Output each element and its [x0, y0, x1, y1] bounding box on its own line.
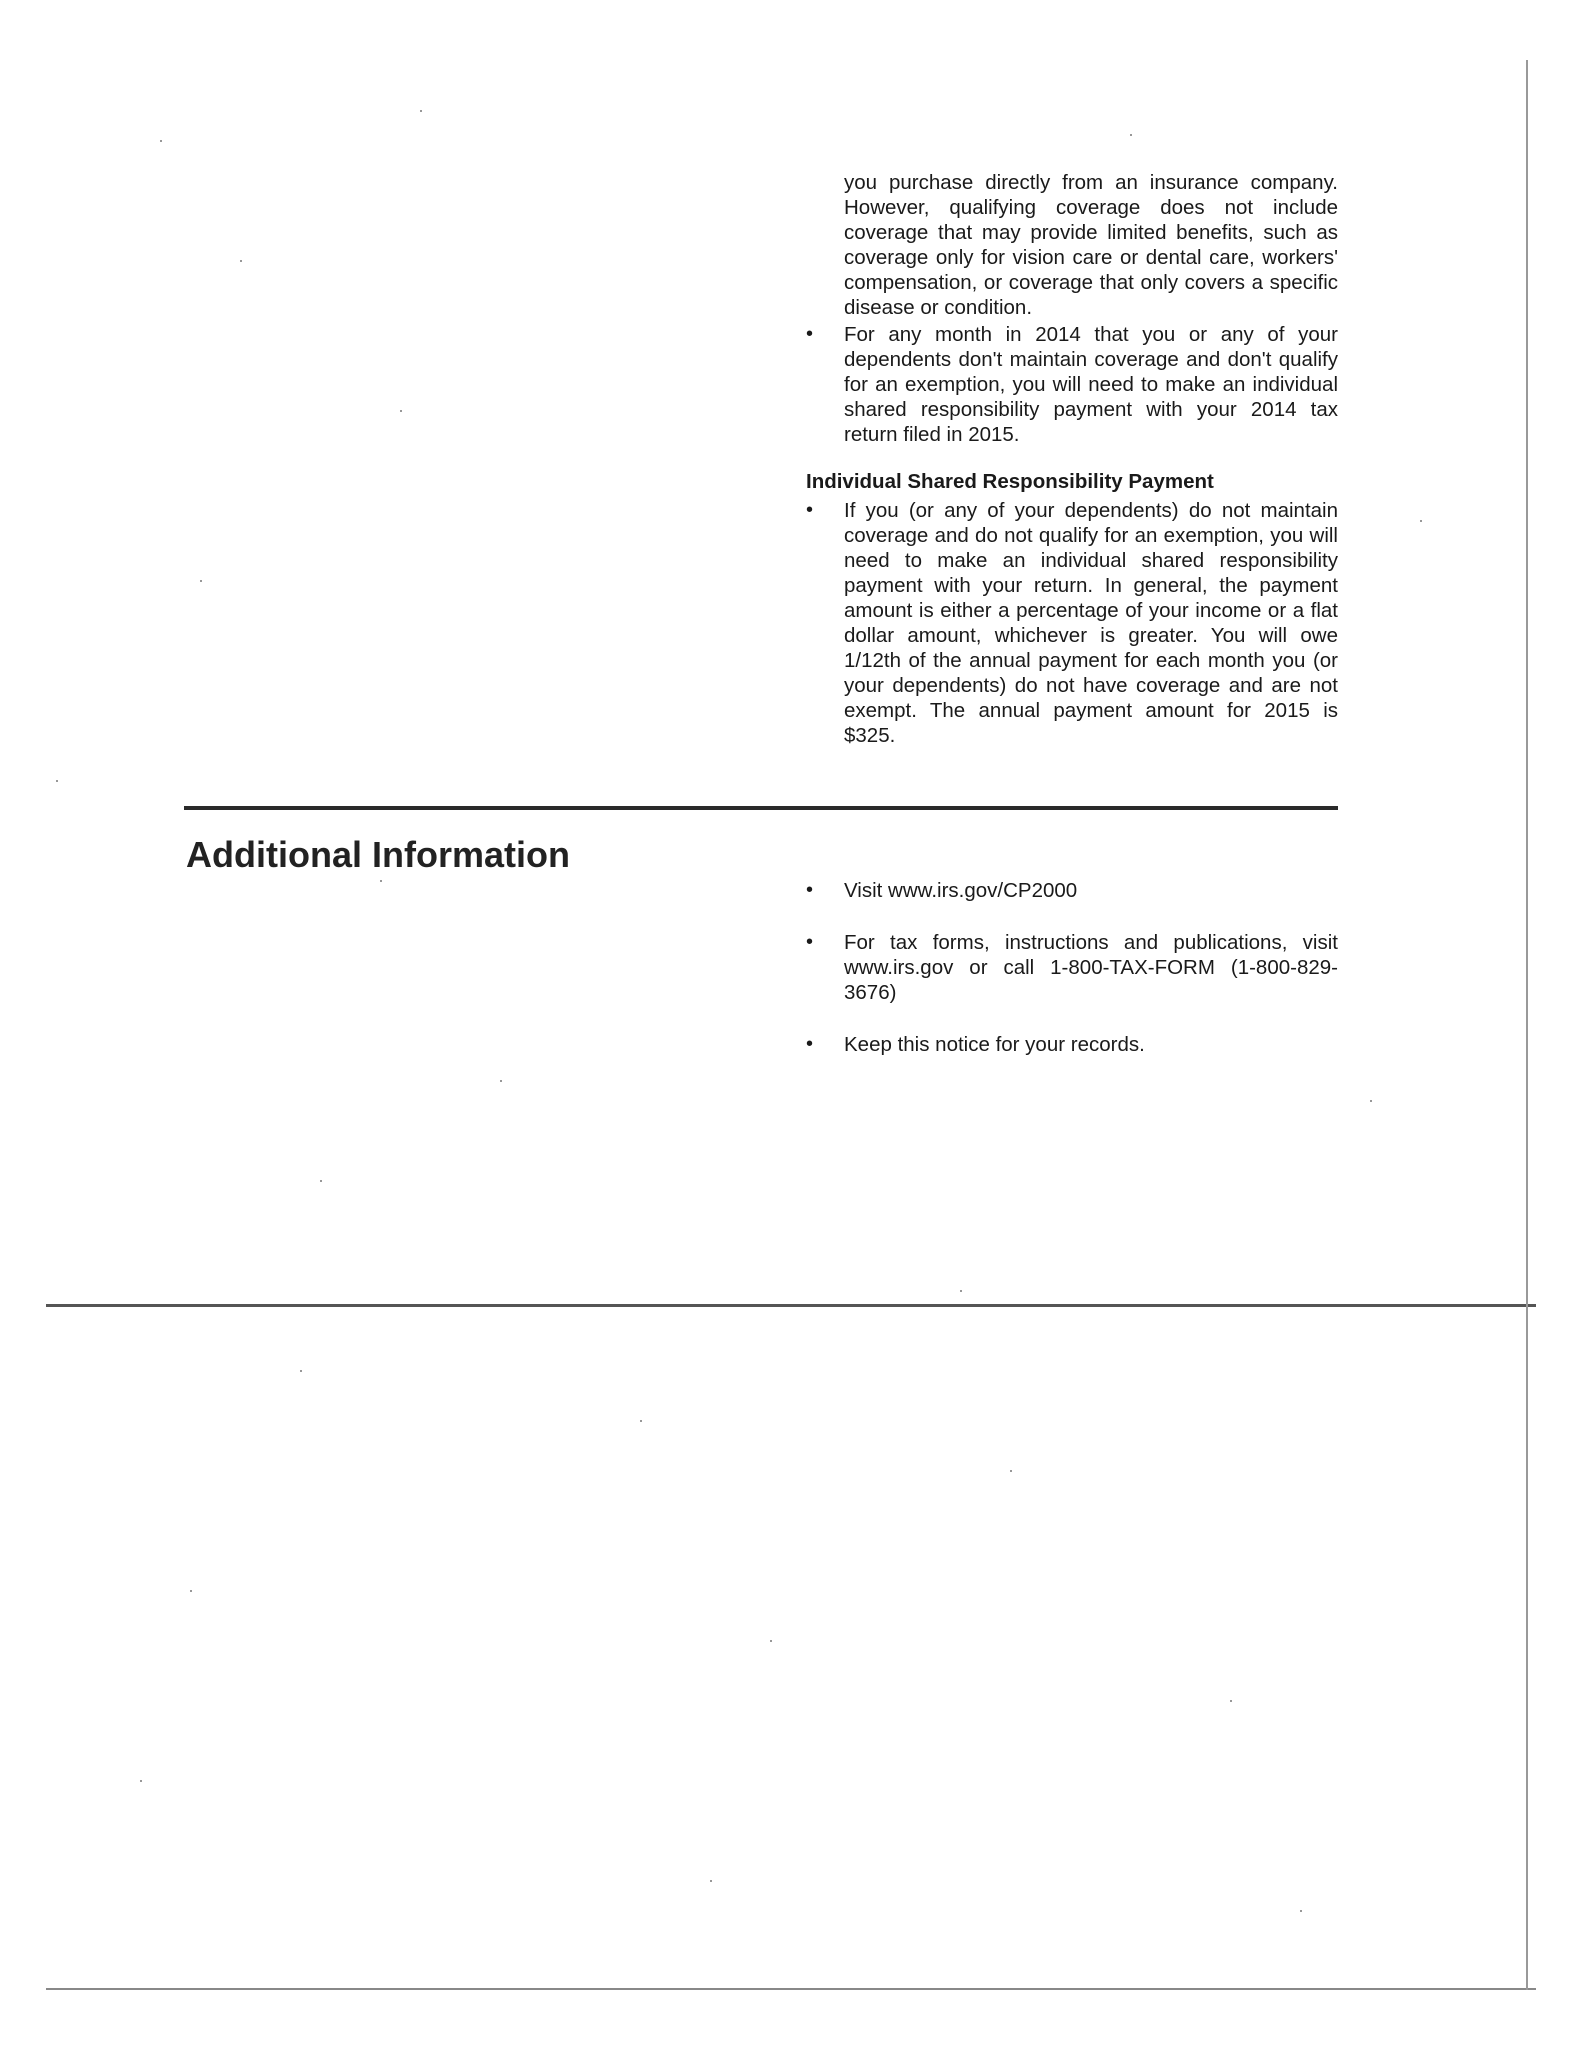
list-item: [800, 930, 1338, 1005]
bullet-icon: •: [806, 1033, 814, 1055]
payment-bullet: [800, 498, 1338, 748]
coverage-bullet: [800, 322, 1338, 447]
scan-speck: [1130, 134, 1132, 136]
bullet-icon: •: [806, 323, 814, 345]
coverage-continuation: you purchase directly from an insurance company. However, qualifying coverage does not include coverage that may provide limited benefits, such as coverage only for vision care or dental care, workers' compensation, or coverage that only covers a specific disease or condition.: [844, 171, 1338, 319]
scan-speck: [1370, 1100, 1372, 1102]
additional-info-title: Additional Information: [186, 834, 570, 875]
scan-speck: [200, 580, 202, 582]
list-item-text: For tax forms, instructions and publications, visit www.irs.gov or call 1-800-TAX-FORM (1-800-829-3676): [844, 931, 1338, 1004]
scan-speck: [160, 140, 162, 142]
bullet-icon: •: [806, 499, 814, 521]
list-item-text: Visit www.irs.gov/CP2000: [844, 879, 1078, 902]
scan-speck: [420, 110, 422, 112]
scan-speck: [300, 1370, 302, 1372]
bullet-icon: •: [806, 879, 814, 901]
section-divider: [184, 806, 1338, 810]
scan-speck: [400, 410, 402, 412]
scan-speck: [1010, 1470, 1012, 1472]
scan-speck: [240, 260, 242, 262]
additional-info-list: [800, 878, 1338, 1084]
payment-heading: Individual Shared Responsibility Payment: [806, 470, 1214, 493]
bullet-icon: •: [806, 931, 814, 953]
coverage-bullet-text: For any month in 2014 that you or any of your dependents don't maintain coverage and don't qualify for an exemption, you will need to make an individual shared responsibility payment with your 2014 tax return filed in 2015.: [844, 323, 1338, 446]
list-item: [800, 1032, 1338, 1057]
scan-speck: [140, 1780, 142, 1782]
scan-speck: [1230, 1700, 1232, 1702]
scan-speck: [640, 1420, 642, 1422]
scan-speck: [380, 880, 382, 882]
payment-section: [800, 498, 1338, 748]
fold-line: [46, 1304, 1536, 1307]
scan-speck: [190, 1590, 192, 1592]
bottom-edge-line: [46, 1988, 1536, 1990]
coverage-section: [800, 170, 1338, 447]
scan-speck: [1300, 1910, 1302, 1912]
scan-speck: [56, 780, 58, 782]
payment-bullet-text: If you (or any of your dependents) do not maintain coverage and do not qualify for an exemption, you will need to make an individual shared responsibility payment with your return. In general, the payment amount is either a percentage of your income or a flat dollar amount, whichever is greater. You will owe 1/12th of the annual payment for each month you (or your dependents) do not have coverage and are not exempt. The annual payment amount for 2015 is $325.: [844, 499, 1338, 747]
scan-speck: [320, 1180, 322, 1182]
scan-speck: [500, 1080, 502, 1082]
scan-speck: [770, 1640, 772, 1642]
list-item-text: Keep this notice for your records.: [844, 1033, 1145, 1056]
scan-speck: [1420, 520, 1422, 522]
right-edge-line: [1526, 60, 1528, 1990]
scan-speck: [960, 1290, 962, 1292]
list-item: [800, 878, 1338, 903]
scan-speck: [710, 1880, 712, 1882]
